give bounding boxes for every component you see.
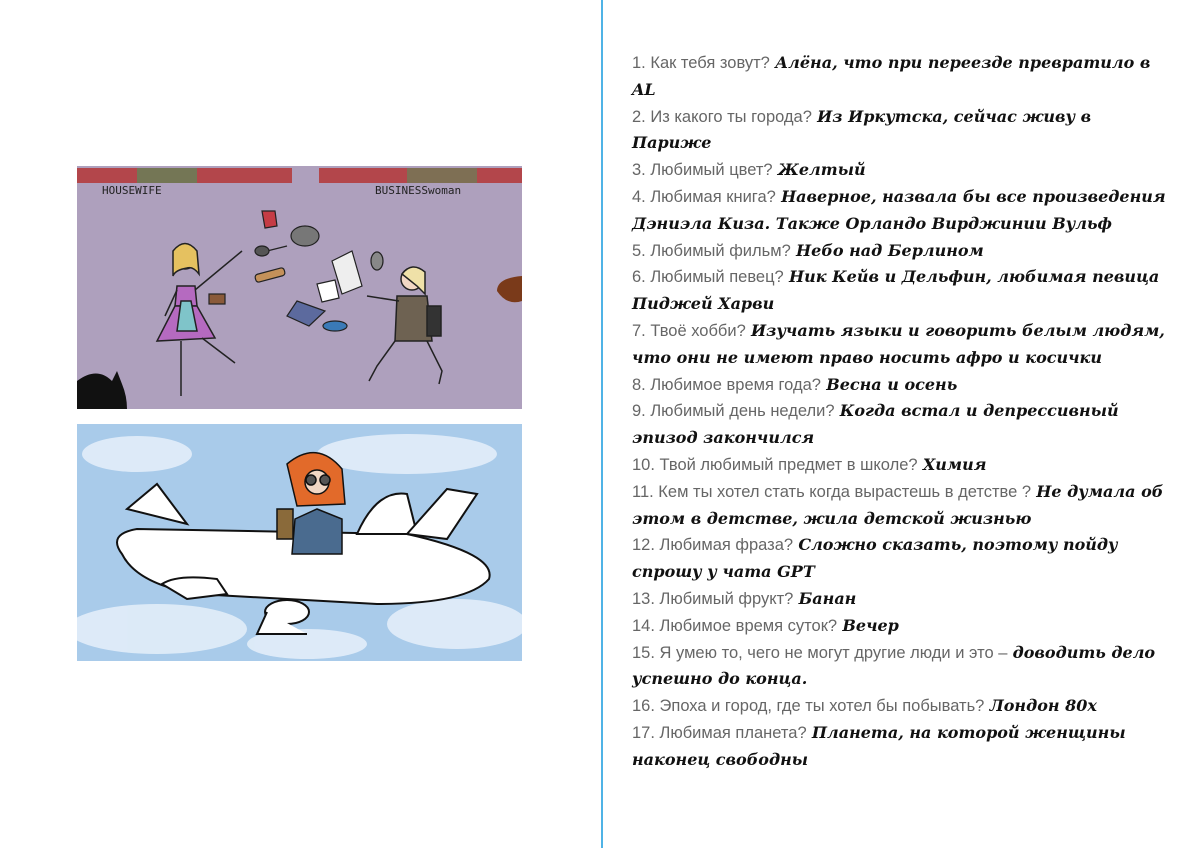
housewife-label: HOUSEWIFE bbox=[102, 184, 162, 197]
answer-text: Химия bbox=[922, 454, 987, 474]
answer-text: Небо над Берлином bbox=[796, 240, 984, 260]
question-text: 13. Любимый фрукт? bbox=[632, 589, 794, 608]
question-text: 6. Любимый певец? bbox=[632, 268, 784, 287]
question-text: 15. Я умею то, чего не могут другие люди и это – bbox=[632, 643, 1008, 662]
qa-item bbox=[632, 104, 1172, 158]
question-text: 8. Любимое время года? bbox=[632, 375, 821, 394]
question-text: 9. Любимый день недели? bbox=[632, 402, 835, 421]
question-text: 5. Любимый фильм? bbox=[632, 241, 791, 260]
question-text: 3. Любимый цвет? bbox=[632, 161, 773, 180]
answer-text: Алёна, что при переезде превратило в AL bbox=[632, 53, 1151, 99]
qa-item bbox=[632, 720, 1172, 774]
qa-item bbox=[632, 479, 1172, 533]
qa-item bbox=[632, 640, 1172, 694]
questionnaire bbox=[632, 50, 1172, 774]
qa-item bbox=[632, 318, 1172, 372]
qa-item bbox=[632, 693, 1172, 720]
qa-item bbox=[632, 157, 1172, 184]
qa-item bbox=[632, 398, 1172, 452]
qa-item bbox=[632, 50, 1172, 104]
question-text: 12. Любимая фраза? bbox=[632, 536, 794, 555]
airplane-pilot-illustration bbox=[77, 424, 522, 661]
answer-text: Весна и осень bbox=[826, 374, 958, 394]
question-text: 10. Твой любимый предмет в школе? bbox=[632, 455, 918, 474]
housewife-businesswoman-drawing bbox=[77, 166, 522, 409]
question-text: 17. Любимая планета? bbox=[632, 723, 807, 742]
answer-text: Когда встал и депрессивный эпизод закончился bbox=[632, 401, 1119, 448]
question-text: 11. Кем ты хотел стать когда вырастешь в детстве ? bbox=[632, 482, 1032, 501]
qa-item bbox=[632, 238, 1172, 265]
answer-text: Вечер bbox=[842, 615, 899, 635]
page-divider bbox=[601, 0, 603, 848]
answer-text: Желтый bbox=[777, 160, 866, 180]
answer-text: Банан bbox=[798, 588, 857, 608]
answer-text: Ник Кейв и Дельфин, любимая певица Пиджей Харви bbox=[632, 267, 1160, 314]
question-text: 1. Как тебя зовут? bbox=[632, 54, 770, 72]
answer-text: Сложно сказать, поэтому пойду спрошу у чата GPT bbox=[632, 535, 1118, 582]
question-text: 2. Из какого ты города? bbox=[632, 107, 812, 126]
answer-text: доводить дело успешно до конца. bbox=[632, 642, 1156, 689]
qa-item bbox=[632, 452, 1172, 479]
qa-item bbox=[632, 184, 1172, 238]
answer-text: Из Иркутска, сейчас живу в Париже bbox=[632, 106, 1092, 153]
businesswoman-label: BUSINESSwoman bbox=[375, 184, 462, 197]
qa-item bbox=[632, 613, 1172, 640]
answer-text: Не думала об этом в детстве, жила детской жизнью bbox=[632, 481, 1164, 528]
question-text: 14. Любимое время суток? bbox=[632, 616, 838, 635]
airplane-pilot-drawing bbox=[77, 424, 522, 661]
question-text: 16. Эпоха и город, где ты хотел бы побывать? bbox=[632, 697, 985, 716]
question-text: 4. Любимая книга? bbox=[632, 187, 776, 206]
qa-item bbox=[632, 586, 1172, 613]
qa-item bbox=[632, 372, 1172, 399]
qa-item bbox=[632, 264, 1172, 318]
question-text: 7. Твоё хобби? bbox=[632, 321, 746, 340]
answer-text: Планета, на которой женщины наконец свободны bbox=[632, 722, 1126, 769]
answer-text: Изучать языки и говорить белым людям, что они не имеют право носить афро и косички bbox=[632, 320, 1165, 367]
answer-text: Лондон 80х bbox=[989, 696, 1097, 716]
answer-text: Наверное, назвала бы все произведения Дэниэла Киза. Также Орландо Вирджинии Вульф bbox=[632, 186, 1166, 233]
housewife-businesswoman-illustration bbox=[77, 166, 522, 409]
qa-item bbox=[632, 532, 1172, 586]
